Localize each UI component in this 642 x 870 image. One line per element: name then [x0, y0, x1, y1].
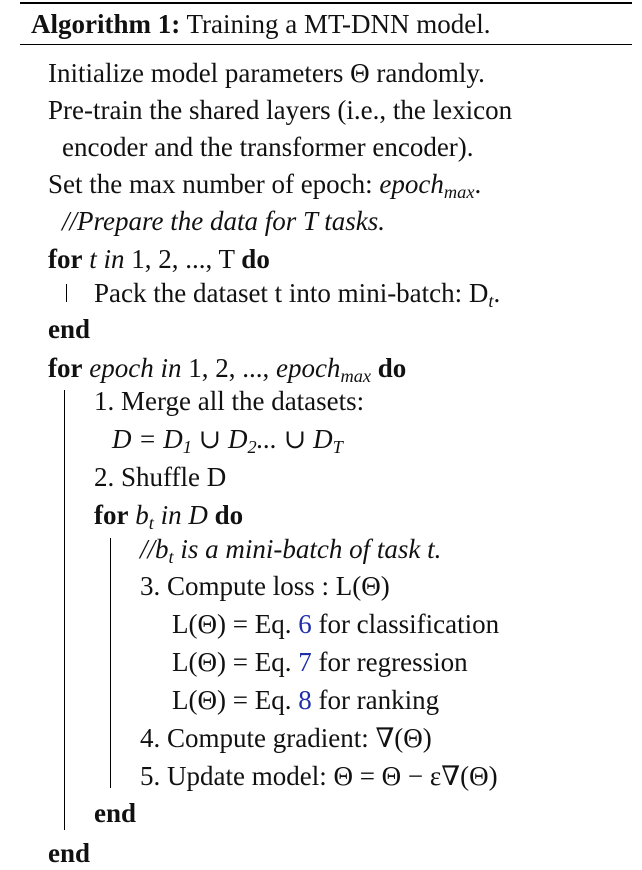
loss-classification [172, 609, 499, 639]
for-classification: for classification [318, 609, 500, 639]
loss-ranking [172, 685, 439, 715]
in-d: in D [160, 500, 208, 530]
epoch-max-sub: max [340, 366, 372, 387]
merge-mid-2: ... ∪ D [256, 424, 333, 454]
eq-8-link[interactable]: 8 [298, 685, 312, 715]
epoch-max-sub: max [443, 182, 475, 203]
loss-lhs: L(Θ) = Eq. [172, 685, 292, 715]
line-gradient: 4. Compute gradient: ∇(Θ) [140, 723, 432, 753]
loss-lhs: L(Θ) = Eq. [172, 609, 292, 639]
eq-7-link[interactable]: 7 [298, 647, 312, 677]
kw-for: for [48, 353, 83, 383]
loss-lhs: L(Θ) = Eq. [172, 647, 292, 677]
merge-sub-t: T [332, 437, 343, 458]
loop-batches-header [94, 500, 244, 534]
loop-tasks-header [48, 244, 270, 274]
merge-sub-2: 2 [247, 437, 257, 458]
algorithm-label: Algorithm 1: [31, 9, 181, 39]
comment-minibatch-post: is a mini-batch of task t. [173, 534, 442, 564]
line-pretrain-2: encoder and the transformer encoder). [62, 132, 474, 162]
for-regression: for regression [318, 647, 468, 677]
line-update: 5. Update model: Θ = Θ − ε∇(Θ) [140, 761, 498, 791]
loss-regression [172, 647, 468, 677]
line-set-max-epoch [48, 169, 482, 203]
kw-for: for [48, 244, 83, 274]
kw-do: do [214, 500, 244, 530]
block-tick [66, 284, 67, 302]
comment-minibatch [140, 534, 442, 568]
loop-var-t: t [89, 244, 97, 274]
loop-range-epoch: 1, 2, ..., [188, 353, 270, 383]
epoch-block-bar [64, 390, 65, 830]
merge-mid: ∪ D [191, 424, 248, 454]
batch-block-bar [110, 538, 111, 788]
pack-sub: t [488, 291, 494, 312]
loop-var-b: b [135, 500, 149, 530]
pack-text: Pack the dataset t into mini-batch: D [94, 278, 489, 308]
epoch-var: epoch [275, 353, 341, 383]
for-ranking: for ranking [318, 685, 440, 715]
epoch-var: epoch [89, 353, 154, 383]
period: . [474, 169, 482, 199]
kw-in: in [160, 353, 182, 383]
kw-for: for [94, 500, 129, 530]
comment-prepare-data: //Prepare the data for T tasks. [62, 206, 385, 236]
loop-range-tasks: 1, 2, ..., T [131, 244, 235, 274]
loop-epoch-header [48, 353, 407, 387]
line-compute-loss: 3. Compute loss : L(Θ) [140, 571, 390, 601]
comment-minibatch-sub: t [168, 547, 174, 568]
merge-sub-1: 1 [182, 437, 192, 458]
merge-lhs: D = D [112, 424, 183, 454]
set-max-text: Set the max number of epoch: [48, 169, 373, 199]
algorithm-title: Training a MT-DNN model. [186, 9, 491, 39]
header-rule [20, 44, 632, 45]
eq-6-link[interactable]: 6 [298, 609, 312, 639]
kw-do: do [241, 244, 270, 274]
end-loop-tasks: end [48, 314, 91, 344]
top-rule [20, 2, 632, 4]
line-merge: 1. Merge all the datasets: [94, 386, 365, 416]
comment-minibatch-pre: //b [140, 534, 169, 564]
end-loop-epoch: end [48, 838, 91, 868]
kw-in: in [103, 244, 125, 274]
line-pack [94, 278, 501, 312]
algorithm-caption [31, 9, 491, 39]
line-pretrain-1: Pre-train the shared layers (i.e., the lexicon [48, 95, 513, 125]
epoch-var: epoch [379, 169, 444, 199]
kw-do: do [377, 353, 407, 383]
merge-equation [112, 424, 343, 458]
pack-period: . [493, 278, 501, 308]
line-init: Initialize model parameters Θ randomly. [48, 58, 485, 88]
line-shuffle: 2. Shuffle D [94, 462, 227, 492]
end-loop-batches: end [94, 798, 137, 828]
loop-var-b-sub: t [148, 513, 154, 534]
